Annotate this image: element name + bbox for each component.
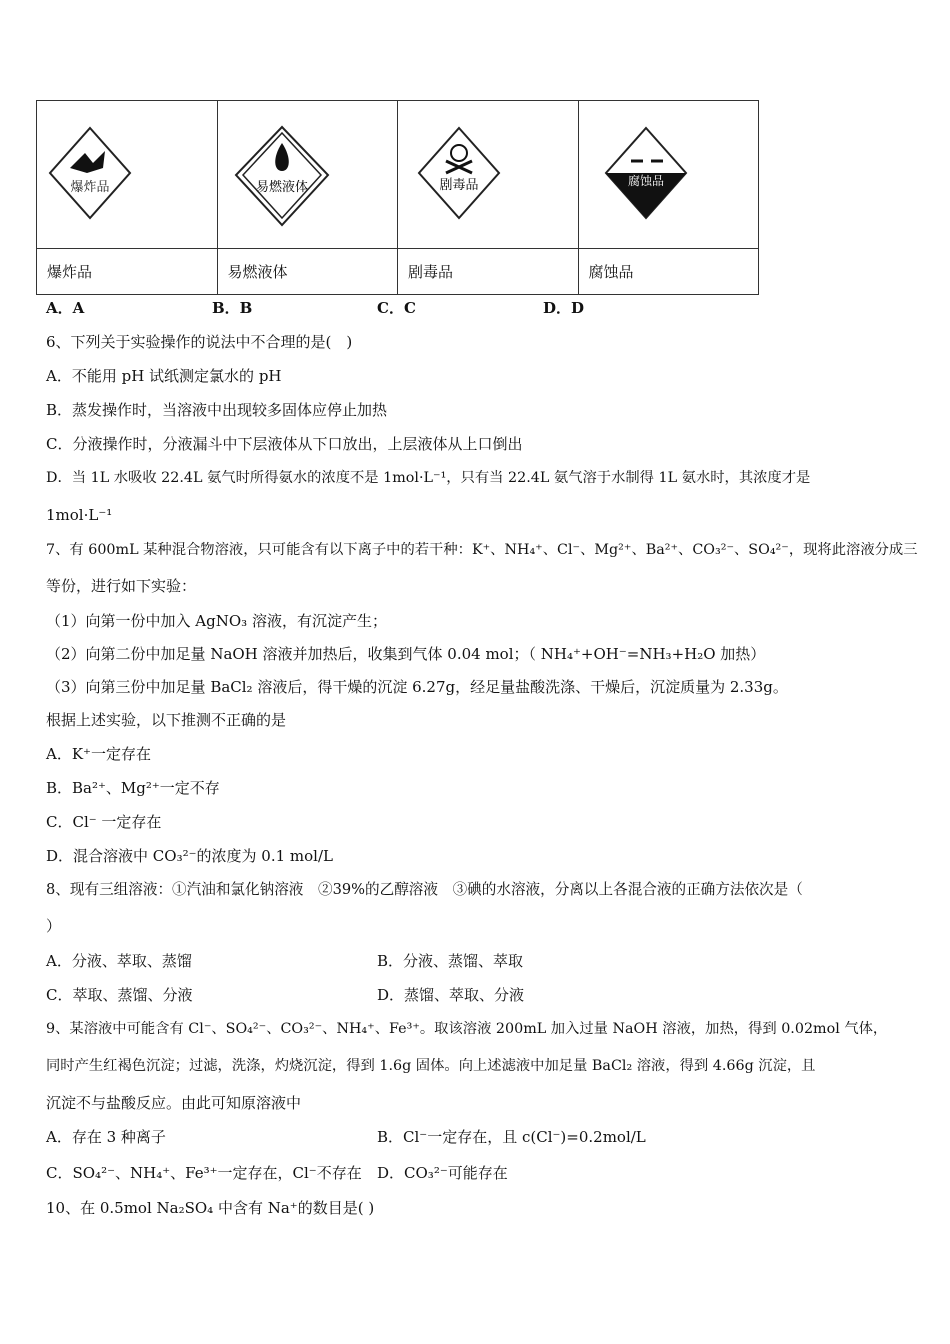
sign-text: 剧毒品	[439, 178, 479, 193]
q9-option-c: C．SO₄²⁻、NH₄⁺、Fe³⁺一定存在，Cl⁻不存在	[46, 1164, 362, 1182]
label-corrosive: 腐蚀品	[578, 249, 759, 295]
q9-stem-cont-2: 沉淀不与盐酸反应。由此可知原溶液中	[46, 1094, 302, 1112]
q7-step-1: （1）向第一份中加入 AgNO₃ 溶液，有沉淀产生；	[46, 612, 387, 630]
q9-stem: 9、某溶液中可能含有 Cl⁻、SO₄²⁻、CO₃²⁻、NH₄⁺、Fe³⁺。取该溶液 200mL 加入过量 NaOH 溶液，加热，得到 0.02mol 气体，	[46, 1021, 888, 1037]
cell-toxic-sign	[398, 101, 579, 249]
q6-option-b: B．蒸发操作时，当溶液中出现较多固体应停止加热	[46, 401, 388, 419]
q8-option-a: A．分液、萃取、蒸馏	[46, 952, 192, 970]
q7-stem-cont: 等份，进行如下实验：	[46, 577, 197, 595]
sign-text: 爆炸品	[70, 180, 110, 195]
q7-option-b: B．Ba²⁺、Mg²⁺一定不存	[46, 779, 220, 797]
label-flammable: 易燃液体	[217, 249, 398, 295]
cell-explosive-sign	[37, 101, 218, 249]
label-explosive: 爆炸品	[37, 249, 218, 295]
q5-option-a: A．A	[46, 299, 85, 317]
q6-option-a: A．不能用 pH 试纸测定氯水的 pH	[46, 367, 282, 385]
flammable-liquid-sign-icon	[232, 123, 332, 233]
q6-option-d-cont: 1mol·L⁻¹	[46, 506, 113, 524]
q7-option-c: C．Cl⁻ 一定存在	[46, 813, 162, 831]
cell-corrosive-sign	[578, 101, 759, 249]
q9-option-d: D．CO₃²⁻可能存在	[377, 1164, 508, 1182]
q9-option-a: A．存在 3 种离子	[46, 1128, 166, 1146]
q10-stem: 10、在 0.5mol Na₂SO₄ 中含有 Na⁺的数目是( )	[46, 1199, 375, 1217]
q6-option-d: D．当 1L 水吸收 22.4L 氨气时所得氨水的浓度不是 1mol·L⁻¹，只有当 22.4L 氨气溶于水制得 1L 氨水时，其浓度才是	[46, 470, 811, 486]
q7-step-3: （3）向第三份中加足量 BaCl₂ 溶液后，得干燥的沉淀 6.27g，经足量盐酸洗涤、干燥后，沉淀质量为 2.33g。	[46, 678, 788, 696]
q6-option-c: C．分液操作时，分液漏斗中下层液体从下口放出，上层液体从上口倒出	[46, 435, 523, 453]
q6-stem: 6、下列关于实验操作的说法中不合理的是( )	[46, 333, 353, 351]
q7-question: 根据上述实验，以下推测不正确的是	[46, 711, 287, 729]
q7-step-2: （2）向第二份中加足量 NaOH 溶液并加热后，收集到气体 0.04 mol；（ NH₄⁺+OH⁻=NH₃+H₂O 加热）	[46, 645, 766, 663]
q7-stem: 7、有 600mL 某种混合物溶液，只可能含有以下离子中的若干种：K⁺、NH₄⁺、Cl⁻、Mg²⁺、Ba²⁺、CO₃²⁻、SO₄²⁻，现将此溶液分成三	[46, 542, 918, 558]
corrosive-sign-icon	[601, 123, 691, 223]
q8-option-c: C．萃取、蒸馏、分液	[46, 986, 193, 1004]
q9-stem-cont-1: 同时产生红褐色沉淀；过滤，洗涤，灼烧沉淀，得到 1.6g 固体。向上述滤液中加足量 BaCl₂ 溶液，得到 4.66g 沉淀，且	[46, 1058, 816, 1074]
q7-option-a: A．K⁺一定存在	[46, 745, 151, 763]
hazard-sign-table	[36, 100, 759, 295]
sign-text: 易燃液体	[255, 180, 308, 195]
label-toxic: 剧毒品	[398, 249, 579, 295]
toxic-sign-icon	[414, 123, 504, 223]
q8-stem-cont: ）	[46, 917, 62, 935]
q7-option-d: D．混合溶液中 CO₃²⁻的浓度为 0.1 mol/L	[46, 847, 333, 865]
q8-stem: 8、现有三组溶液：①汽油和氯化钠溶液 ②39%的乙醇溶液 ③碘的水溶液，分离以上各混合液的正确方法依次是（	[46, 881, 803, 898]
q9-option-b: B．Cl⁻一定存在，且 c(Cl⁻)=0.2mol/L	[377, 1128, 646, 1146]
q8-option-b: B．分液、蒸馏、萃取	[377, 952, 524, 970]
q5-option-c: C．C	[377, 299, 416, 317]
q8-option-d: D．蒸馏、萃取、分液	[377, 986, 525, 1004]
explosive-sign-icon	[45, 123, 135, 223]
cell-flammable-sign	[217, 101, 398, 249]
q5-option-b: B．B	[212, 299, 253, 317]
sign-text: 腐蚀品	[627, 174, 664, 188]
q5-option-d: D．D	[543, 299, 585, 317]
